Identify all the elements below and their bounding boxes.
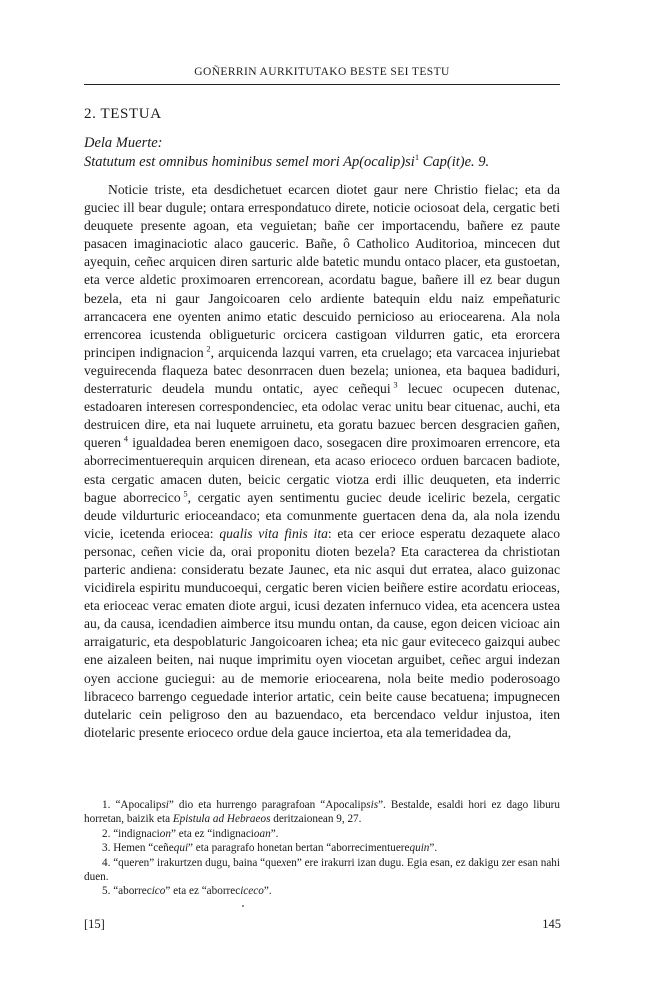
subtitle-chapter: Cap(it)e. 9.: [419, 154, 490, 170]
footnote-ref-1: 1: [414, 152, 420, 163]
footnote-5: 5. “aborrecico” eta ez “aborreciceco”.: [102, 885, 272, 898]
footnote-ref-5: 5: [183, 488, 188, 499]
body-text-2: , arquicenda lazqui varren, eta cruelago; eta varcacea injuriebat veguirecenda flaqueza batec desonrracen duen bezela; unionea, eta baquea badiduri, desterraturic deudela mundu ontatic, ayec ceñequi: [84, 344, 560, 397]
footnote-4: 4. “queren” irakurtzen dugu, baina “quexen” ere irakurri izan dugu. Egia esan, ez dakigu zer esan nahi duen.: [84, 856, 561, 884]
subtitle-citation: Statutum est omnibus hominibus semel mori Ap(ocalip)si: [84, 154, 415, 170]
subtitle-line-2: [84, 154, 489, 171]
header-rule: [84, 84, 560, 85]
body-text-1: Noticie triste, eta desdichetuet ecarcen diotet gaur nere Christio fielac; eta da guciec ill bear dugule; ontara errespondatuco direte, noticie ociosoat dela, cergatic beti deuquete presente agoan, eta veguietan; bañe cer importacendu, bañere ez paute pasacen imaginaciotic alaco gauceric. Bañe, ô Catholico Auditorioa, mincecen dut ayequin, ceñec arquicen diren sarturic alde batetic mundu ontaco placer, eta gustoetan, eta verce aldetic proximoaren errencorean, acordatu bague, bañere ill ez bear dugun bezela, eta ni gaur Jangoicoaren celo ardiente batequin eldu naiz empeñaturic arrancacera ene oyenten animo etatic descuido pernicioso au eriocearena. Ala nola errencorea icustenda obligueturic orcicera castigoan vildurren gatic, eta erorcera principen indignacion: [84, 182, 560, 360]
running-header: GOÑERRIN AURKITUTAKO BESTE SEI TESTU: [194, 66, 450, 78]
page-number: 145: [542, 917, 561, 931]
footnote-1: 1. “Apocalipsi” dio eta hurrengo paragrafoan “Apocalipsis”. Bestalde, esaldi hori ez dago liburu horretan, baizik eta Epistula ad Hebraeos deritzaionean 9, 27.: [84, 799, 560, 826]
body-paragraph: [84, 181, 560, 742]
footnote-ref-4: 4: [123, 433, 128, 444]
page-marker: [15]: [84, 917, 105, 931]
body-text-5: , cergatic ayen sentimentu guciec deude iceliric bezela, cergatic deude vildurturic erioceandaco; eta comunmente guertacen dena da, ala nola izendu vicie, icetenda eriocea:: [84, 489, 561, 541]
body-text-4: igualdadea beren enemigoen daco, sosegacen dire proximoaren errencore, eta aborrecimentuerequin arquicen direnean, eta acaso erioceco orduen barcacen badiote, esta cergatic amacen duten, beicic cergatic viotza erdi illic deuqueten, eta inderric bague aborrecico: [84, 435, 560, 505]
footnote-2: 2. “indignacion” eta ez “indignacioan”.: [102, 827, 279, 840]
section-title: 2. TESTUA: [84, 106, 162, 122]
latin-quote: qualis vita finis ita: [219, 525, 328, 541]
subtitle-line-1: Dela Muerte:: [84, 135, 163, 151]
body-text-6: : eta cer erioce esperatu dezaquete alaco personac, ceñen vicie da, orai proponitu dioten bezela? Eta caracterea da christiotan parteric andiena: consideratu bezate Jaunec, eta nic asqui dut erratea, alaco guizonac vicidirela espiritu munducoequi, cergatic beren vicien beiñere estire acordatu erioceas, eta erioceac verac ematen diote argui, icusi dezaten infernuco videa, eta acencera ustea au, da causa, icendadien aimberce itsu mundu ontan, da cause, egon deicen vicioac ain arraigaturic, eta despoblaturic Jangoicoaren ichea; eta nic gaur evitececo gaizqui aubec ene aizaleen beiten, nai nuque imprimitu oyen viocetan arguibet, ceñec argui indezan oyen accione guciegui: au de memorie eriocearena, nola beite medio poderosoago libraceco barrengo ceguedade interior artatic, cein beite cause becatuena; impugnecen dutelaric cein peligroso den au bazuendaco, eta bercendaco veldur injustoa, iten diotelaric presente erioceco ordue dela gauce inciertoa, eta ala temeridadea da,: [84, 525, 560, 740]
footnote-ref-3: 3: [393, 379, 398, 390]
speck-mark: [242, 905, 244, 907]
footnotes: [84, 798, 560, 899]
footnote-3: 3. Hemen “ceñequi” eta paragrafo honetan bertan “aborrecimentuerequin”.: [102, 842, 438, 855]
footnote-ref-2: 2: [206, 343, 211, 354]
body-text-3: lecuec ocupecen dutenac, estadoaren interesen correspondenciec, eta odolac verac unitu bear cituenac, auchi, eta destruicen dire, eta nai luquete arruinetu, eta goratu bazuec bercen desgracien gañen, queren: [84, 381, 560, 451]
